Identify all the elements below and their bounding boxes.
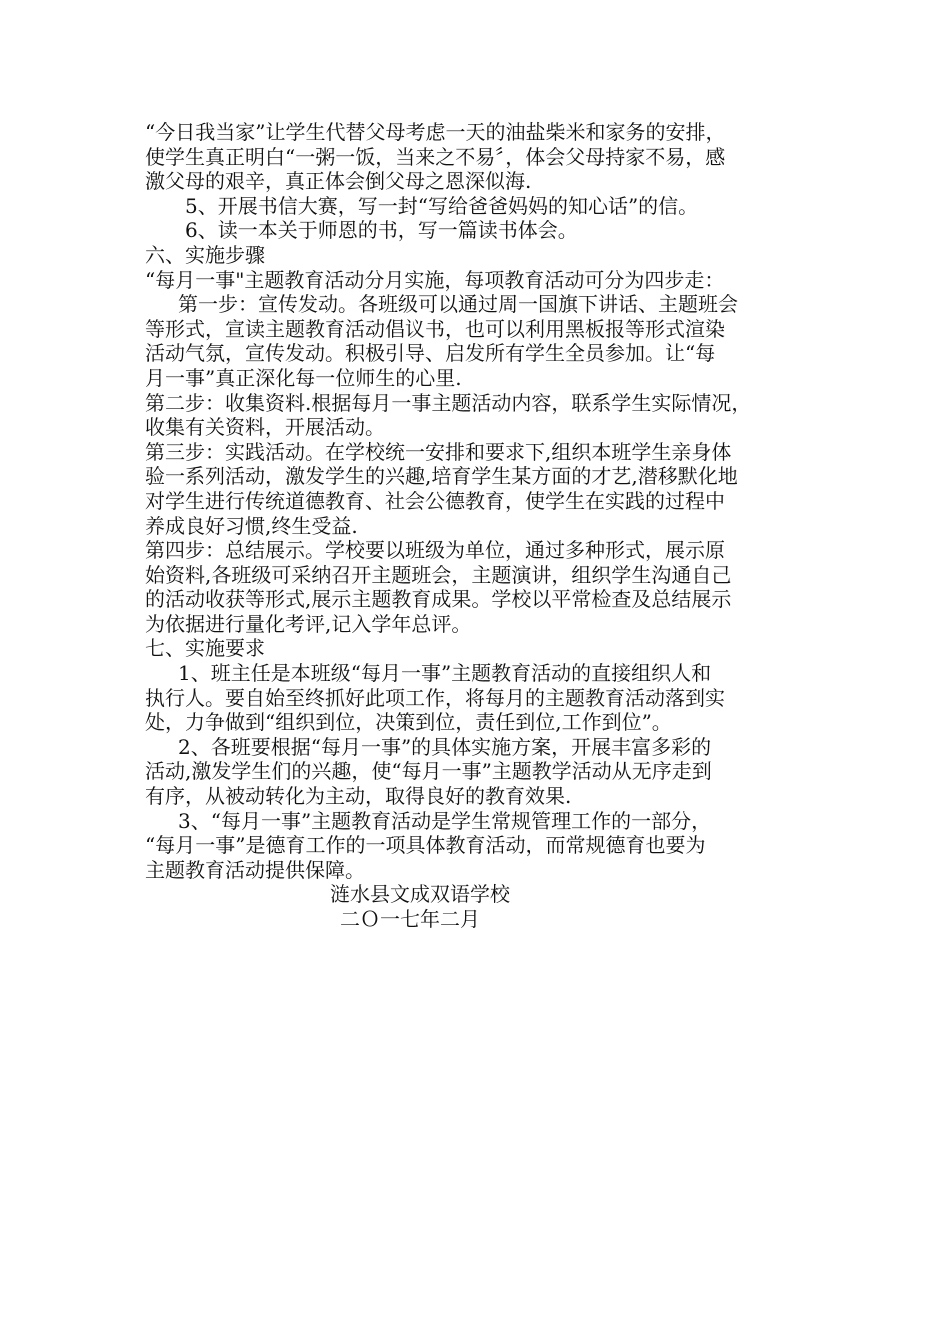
text-line: 第一步：宣传发动。各班级可以通过周一国旗下讲话、主题班会 <box>178 292 738 317</box>
text-line: 的活动收获等形式,展示主题教育成果。学校以平常检查及总结展示 <box>145 587 732 612</box>
text-line: 活动,激发学生们的兴趣，使“每月一事”主题教学活动从无序走到 <box>145 759 712 784</box>
text-line: 3、“每月一事”主题教育活动是学生常规管理工作的一部分， <box>178 808 712 833</box>
text-line: 使学生真正明白“一粥一饭，当来之不易〞，体会父母持家不易，感 <box>145 144 726 169</box>
text-line: 为依据进行量化考评,记入学年总评。 <box>145 611 472 636</box>
text-line: 收集有关资料，开展活动。 <box>145 415 385 440</box>
list-item-6: 6、读一本关于师恩的书，写一篇读书体会。 <box>185 218 578 243</box>
text-line: 1、班主任是本班级“每月一事”主题教育活动的直接组织人和 <box>178 661 712 686</box>
step-2-paragraph <box>145 391 825 440</box>
text-line: 主题教育活动提供保障。 <box>145 857 365 882</box>
text-line: 养成良好习惯,终生受益. <box>145 513 358 538</box>
text-line: 处，力争做到“组织到位，决策到位，责任到位,工作到位”。 <box>145 710 672 735</box>
text-line: 有序，从被动转化为主动，取得良好的教育效果. <box>145 784 572 809</box>
text-line: 月一事”真正深化每一位师生的心里. <box>145 365 462 390</box>
text-line: “今日我当家”让学生代替父母考虑一天的油盐柴米和家务的安排， <box>145 120 726 144</box>
text-line: 激父母的艰辛，真正体会倒父母之恩深似海. <box>145 169 532 194</box>
requirement-3-paragraph <box>145 809 825 883</box>
requirement-1-paragraph <box>145 661 825 735</box>
text-line: 第二步：收集资料.根据每月一事主题活动内容，联系学生实际情况， <box>145 390 752 415</box>
section-heading-implementation-steps: 六、实施步骤 <box>145 242 265 267</box>
intro-paragraph <box>145 120 825 194</box>
document-page <box>145 120 825 932</box>
text-line: 执行人。要自始至终抓好此项工作，将每月的主题教育活动落到实 <box>145 685 725 710</box>
section-heading-implementation-requirements: 七、实施要求 <box>145 636 265 661</box>
text-line: 2、各班要根据“每月一事”的具体实施方案，开展丰富多彩的 <box>178 734 712 759</box>
list-item-5: 5、开展书信大赛，写一封“写给爸爸妈妈的知心话”的信。 <box>185 193 699 218</box>
text-line: 对学生进行传统道德教育、社会公德教育，使学生在实践的过程中 <box>145 488 725 513</box>
signature-organization: 涟水县文成双语学校 <box>330 882 510 907</box>
step-3-paragraph <box>145 440 825 538</box>
text-line: 等形式，宣读主题教育活动倡议书，也可以利用黑板报等形式渲染 <box>145 316 725 341</box>
step-1-paragraph <box>145 292 825 390</box>
text-line: 验一系列活动，激发学生的兴趣,培育学生某方面的才艺,潜移默化地 <box>145 464 738 489</box>
text-line: 第三步：实践活动。在学校统一安排和要求下,组织本班学生亲身体 <box>145 439 732 464</box>
step-4-paragraph <box>145 538 825 636</box>
text-line: 活动气氛，宣传发动。积极引导、启发所有学生全员参加。让“每 <box>145 341 716 366</box>
requirement-2-paragraph <box>145 735 825 809</box>
text-line: “每月一事”是德育工作的一项具体教育活动，而常规德育也要为 <box>145 833 706 858</box>
signature-block <box>145 882 825 931</box>
text-line: 第四步：总结展示。学校要以班级为单位，通过多种形式，展示原 <box>145 538 725 563</box>
text-line: 始资料,各班级可采纳召开主题班会，主题演讲，组织学生沟通自己 <box>145 562 732 587</box>
signature-date: 二Ｏ一七年二月 <box>340 907 480 931</box>
section6-intro: “每月一事"主题教育活动分月实施，每项教育活动可分为四步走： <box>145 267 725 292</box>
